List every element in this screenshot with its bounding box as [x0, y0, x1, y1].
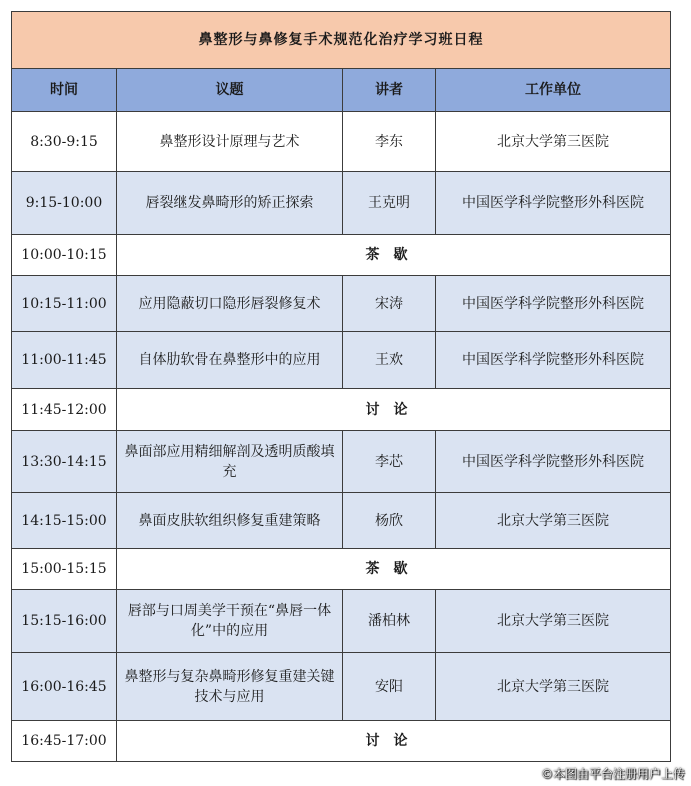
session-topic: 鼻整形与复杂鼻畸形修复重建关键技术与应用 — [117, 653, 343, 721]
session-unit: 北京大学第三医院 — [436, 493, 671, 549]
session-topic: 鼻面皮肤软组织修复重建策略 — [117, 493, 343, 549]
session-time: 16:45-17:00 — [12, 721, 117, 762]
break-label: 茶歇 — [117, 549, 671, 590]
session-time: 10:00-10:15 — [12, 235, 117, 276]
watermark: ©本图由平台注册用户上传 — [540, 767, 685, 781]
title-row — [12, 12, 671, 69]
session-time: 9:15-10:00 — [12, 172, 117, 235]
break-row — [12, 721, 671, 762]
break-row — [12, 389, 671, 431]
session-row — [12, 590, 671, 653]
session-speaker: 杨欣 — [343, 493, 436, 549]
session-row — [12, 493, 671, 549]
session-unit: 北京大学第三医院 — [436, 653, 671, 721]
session-time: 15:00-15:15 — [12, 549, 117, 590]
break-label: 茶歇 — [117, 235, 671, 276]
session-unit: 中国医学科学院整形外科医院 — [436, 431, 671, 493]
session-row — [12, 172, 671, 235]
session-topic: 自体肋软骨在鼻整形中的应用 — [117, 332, 343, 389]
session-time: 15:15-16:00 — [12, 590, 117, 653]
header-unit: 工作单位 — [436, 69, 671, 112]
session-speaker: 宋涛 — [343, 276, 436, 332]
session-topic: 唇裂继发鼻畸形的矫正探索 — [117, 172, 343, 235]
header-speaker: 讲者 — [343, 69, 436, 112]
session-unit: 北京大学第三医院 — [436, 112, 671, 172]
session-time: 11:45-12:00 — [12, 389, 117, 431]
session-time: 8:30-9:15 — [12, 112, 117, 172]
break-label: 讨论 — [117, 721, 671, 762]
session-speaker: 安阳 — [343, 653, 436, 721]
session-speaker: 王欢 — [343, 332, 436, 389]
session-unit: 中国医学科学院整形外科医院 — [436, 332, 671, 389]
session-row — [12, 431, 671, 493]
session-time: 13:30-14:15 — [12, 431, 117, 493]
session-topic: 唇部与口周美学干预在“鼻唇一体化”中的应用 — [117, 590, 343, 653]
session-speaker: 潘柏林 — [343, 590, 436, 653]
header-topic: 议题 — [117, 69, 343, 112]
session-speaker: 王克明 — [343, 172, 436, 235]
session-row — [12, 112, 671, 172]
session-unit: 中国医学科学院整形外科医院 — [436, 276, 671, 332]
schedule-table — [11, 11, 671, 762]
session-row — [12, 276, 671, 332]
session-speaker: 李东 — [343, 112, 436, 172]
session-unit: 中国医学科学院整形外科医院 — [436, 172, 671, 235]
session-topic: 鼻整形设计原理与艺术 — [117, 112, 343, 172]
session-topic: 鼻面部应用精细解剖及透明质酸填充 — [117, 431, 343, 493]
break-label: 讨论 — [117, 389, 671, 431]
session-unit: 北京大学第三医院 — [436, 590, 671, 653]
header-row — [12, 69, 671, 112]
header-time: 时间 — [12, 69, 117, 112]
break-row — [12, 235, 671, 276]
session-time: 14:15-15:00 — [12, 493, 117, 549]
session-topic: 应用隐蔽切口隐形唇裂修复术 — [117, 276, 343, 332]
session-row — [12, 332, 671, 389]
session-time: 10:15-11:00 — [12, 276, 117, 332]
session-time: 16:00-16:45 — [12, 653, 117, 721]
break-row — [12, 549, 671, 590]
session-speaker: 李芯 — [343, 431, 436, 493]
session-row — [12, 653, 671, 721]
session-time: 11:00-11:45 — [12, 332, 117, 389]
schedule-title: 鼻整形与鼻修复手术规范化治疗学习班日程 — [12, 12, 671, 69]
